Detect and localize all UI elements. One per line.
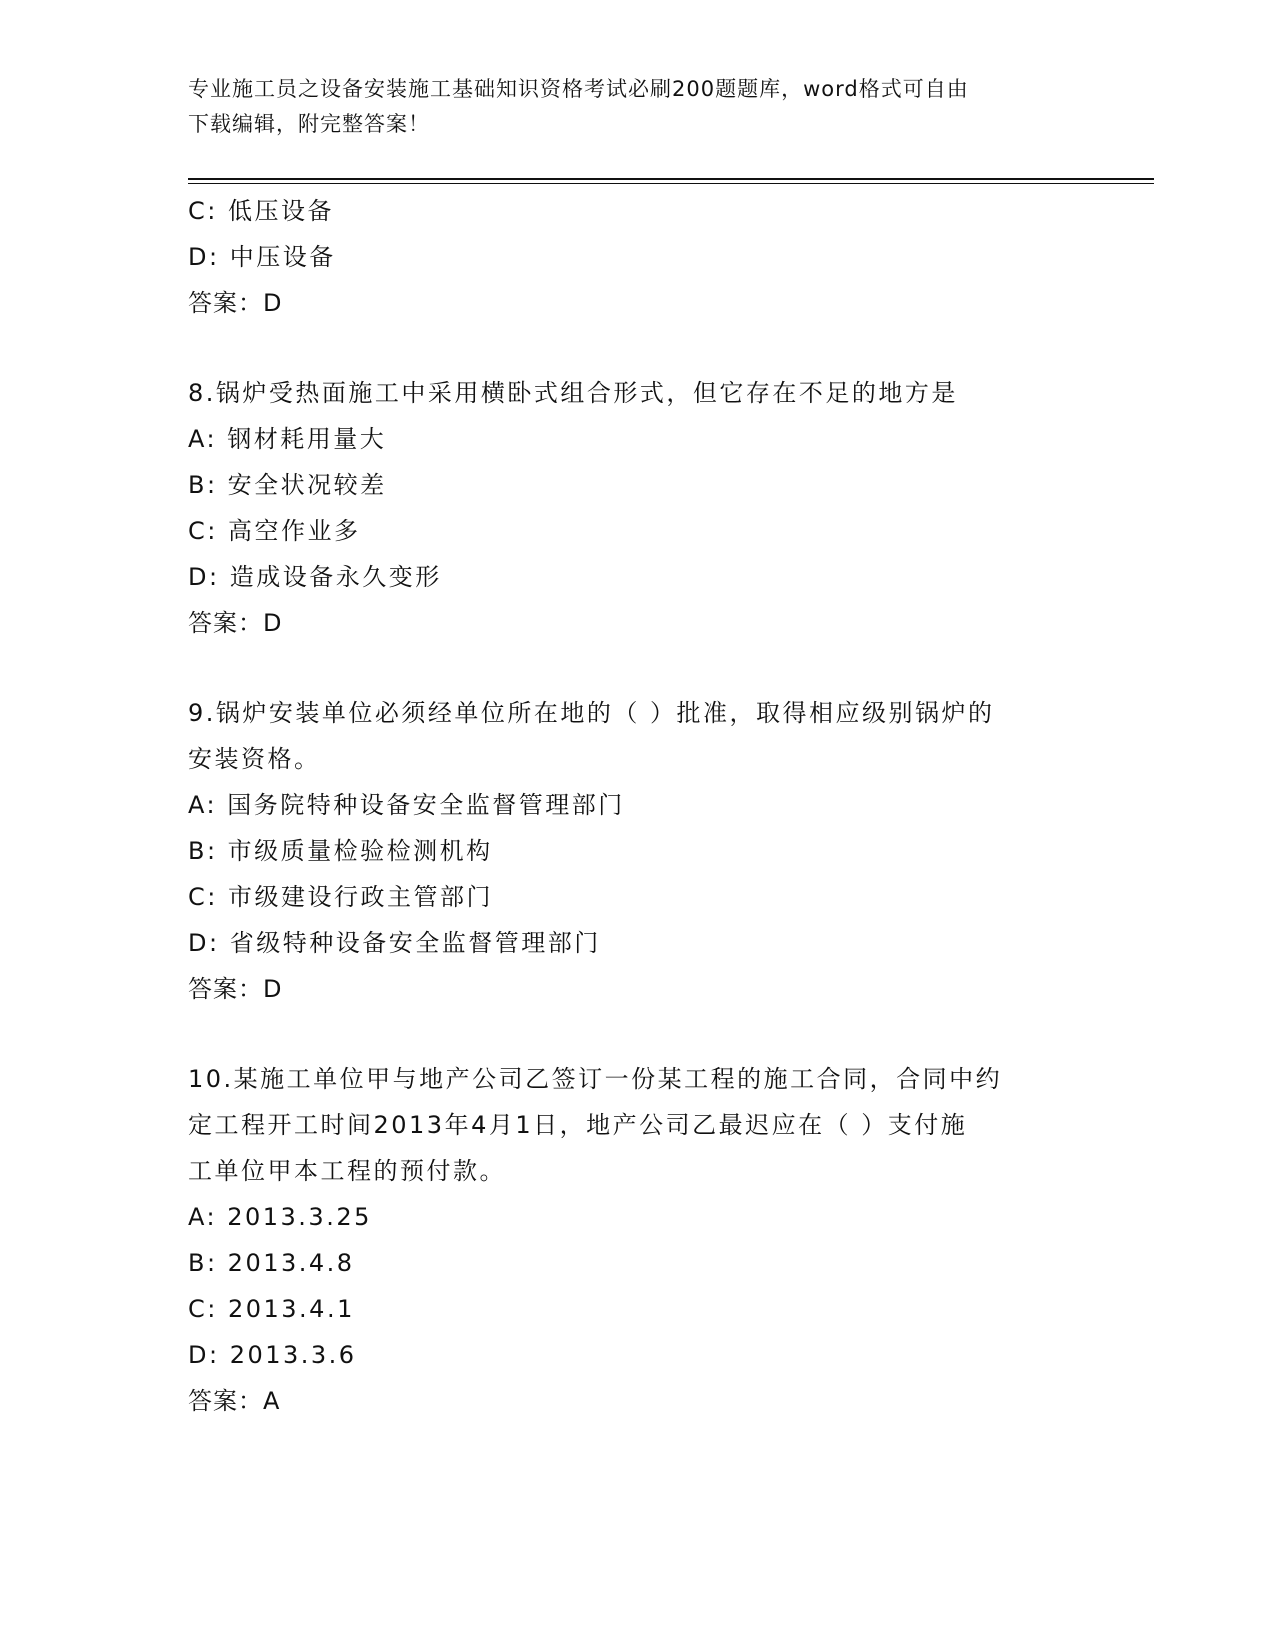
option-b: B: 安全状况较差 — [188, 471, 387, 499]
option-d: D: 省级特种设备安全监督管理部门 — [188, 929, 601, 957]
answer-line: 答案：D — [188, 289, 283, 317]
header-divider-thin — [188, 183, 1154, 184]
option-a: A: 钢材耗用量大 — [188, 425, 387, 453]
question-text-cont: 安装资格。 — [188, 745, 321, 773]
option-c: C: 低压设备 — [188, 197, 334, 225]
question-text: 8.锅炉受热面施工中采用横卧式组合形式，但它存在不足的地方是 — [188, 379, 958, 407]
answer-line: 答案：D — [188, 609, 283, 637]
option-d: D: 2013.3.6 — [188, 1341, 357, 1369]
option-d: D: 中压设备 — [188, 243, 336, 271]
header-line-1: 专业施工员之设备安装施工基础知识资格考试必刷200题题库，word格式可自由 — [188, 77, 969, 101]
header-line-2: 下载编辑，附完整答案！ — [188, 112, 430, 136]
question-text-cont: 工单位甲本工程的预付款。 — [188, 1157, 506, 1185]
spacer — [188, 326, 1088, 370]
option-d: D: 造成设备永久变形 — [188, 563, 442, 591]
question-text-cont: 定工程开工时间2013年4月1日，地产公司乙最迟应在（ ）支付施 — [188, 1111, 968, 1139]
answer-line: 答案：A — [188, 1387, 281, 1415]
option-a: A: 2013.3.25 — [188, 1203, 372, 1231]
question-block-8 — [188, 370, 1088, 646]
answer-line: 答案：D — [188, 975, 283, 1003]
document-header — [188, 72, 1088, 142]
question-text: 10.某施工单位甲与地产公司乙签订一份某工程的施工合同，合同中约 — [188, 1065, 1003, 1093]
option-c: C: 市级建设行政主管部门 — [188, 883, 493, 911]
question-list — [188, 188, 1088, 1424]
option-b: B: 2013.4.8 — [188, 1249, 355, 1277]
option-c: C: 高空作业多 — [188, 517, 361, 545]
question-block-10 — [188, 1056, 1088, 1424]
header-divider-thick — [188, 178, 1154, 180]
option-b: B: 市级质量检验检测机构 — [188, 837, 493, 865]
spacer — [188, 646, 1088, 690]
question-text: 9.锅炉安装单位必须经单位所在地的（ ）批准，取得相应级别锅炉的 — [188, 699, 995, 727]
option-a: A: 国务院特种设备安全监督管理部门 — [188, 791, 625, 819]
question-block-prev — [188, 188, 1088, 326]
option-c: C: 2013.4.1 — [188, 1295, 355, 1323]
question-block-9 — [188, 690, 1088, 1012]
spacer — [188, 1012, 1088, 1056]
